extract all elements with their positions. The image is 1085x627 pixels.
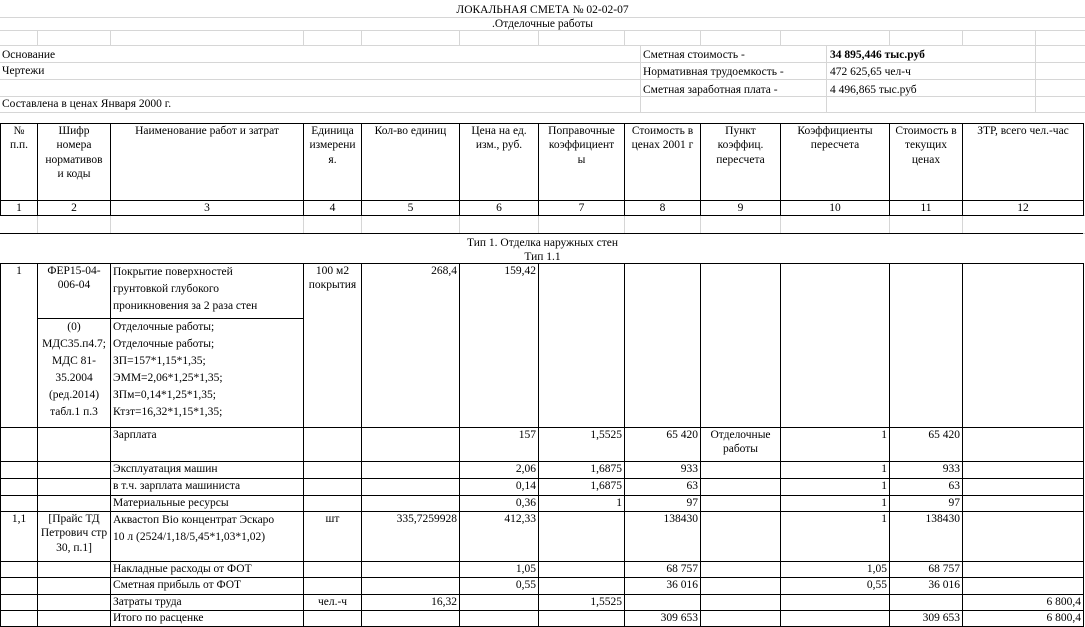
- row-name: Затраты труда: [111, 595, 304, 611]
- row-name: в т.ч. зарплата машиниста: [111, 479, 304, 496]
- header-coef: Поправочные коэффициент ы: [539, 124, 625, 201]
- header-qty: Кол-во единиц: [362, 124, 460, 201]
- header-code: Шифр номера нормативов и коды: [38, 124, 111, 201]
- item-unit: 100 м2 покрытия: [304, 264, 362, 428]
- table-row: Накладные расходы от ФОТ 1,05 68 757 1,05 68 757: [1, 562, 1084, 578]
- row-name: Итого по расценке: [111, 611, 304, 627]
- section-title: Тип 1. Отделка наружных стен: [467, 237, 618, 249]
- row-name: Сметная прибыль от ФОТ: [111, 578, 304, 595]
- table-row: Итого по расценке 309 653 309 653 6 800,4: [1, 611, 1084, 627]
- table-row: Эксплуатация машин 2,06 1,6875 933 1 933: [1, 462, 1084, 479]
- table-row: Сметная прибыль от ФОТ 0,55 36 016 0,55 36 016: [1, 578, 1084, 595]
- col-number: 6: [460, 201, 539, 216]
- header-recalc: Коэффициенты пересчета: [781, 124, 890, 201]
- osnovanie-label: Основание: [2, 49, 56, 61]
- item-num: 1,1: [1, 512, 38, 562]
- header-unit: Единица измерени я.: [304, 124, 362, 201]
- item-name: Аквастоп Bio концентрат Эскаро 10 л (2524/1,18/5,45*1,03*1,02): [111, 512, 304, 562]
- col-number: 11: [890, 201, 963, 216]
- estimate-body-table: [0, 263, 1084, 627]
- doc-subtitle: .Отделочные работы: [492, 18, 593, 30]
- item-qty: 268,4: [362, 264, 460, 428]
- header-num: № п.п.: [1, 124, 38, 201]
- table-row: в т.ч. зарплата машиниста 0,14 1,6875 63 1 63: [1, 479, 1084, 496]
- col-number: 2: [38, 201, 111, 216]
- price-base-label: Составлена в ценах Января 2000 г.: [2, 98, 172, 110]
- salary-label: Сметная заработная плата -: [643, 84, 778, 96]
- col-number: 9: [701, 201, 781, 216]
- item-price: 159,42: [460, 264, 539, 428]
- table-row: 1,1 [Прайс ТД Петрович стр 30, п.1] Аквастоп Bio концентрат Эскаро 10 л (2524/1,18/5,45*1,03*1,02) шт 335,7259928 412,33 138430 1 138430: [1, 512, 1084, 562]
- cost-value: 34 895,446 тыс.руб: [830, 49, 925, 61]
- labor-value: 472 625,65 чел-ч: [830, 66, 911, 78]
- item-coef-list: Отделочные работы; Отделочные работы; ЗП=157*1,15*1,35; ЭММ=2,06*1,25*1,35; ЗПм=0,14*1,25*1,35; Ктзт=16,32*1,15*1,35;: [111, 319, 304, 428]
- cost-label: Сметная стоимость -: [643, 49, 745, 61]
- col-number: 4: [304, 201, 362, 216]
- header-cost2001: Стоимость в ценах 2001 г: [625, 124, 701, 201]
- item-name: Покрытие поверхностей грунтовкой глубокого проникновения за 2 раза стен: [111, 264, 304, 319]
- chertezhi-label: Чертежи: [2, 65, 45, 77]
- col-number: 7: [539, 201, 625, 216]
- item-code: [Прайс ТД Петрович стр 30, п.1]: [38, 512, 111, 562]
- salary-value: 4 496,865 тыс.руб: [830, 84, 917, 96]
- col-number: 1: [1, 201, 38, 216]
- col-number: 10: [781, 201, 890, 216]
- col-number: 5: [362, 201, 460, 216]
- col-number: 3: [111, 201, 304, 216]
- table-row: Материальные ресурсы 0,36 1 97 1 97: [1, 496, 1084, 512]
- subsection-title: Тип 1.1: [524, 251, 561, 263]
- header-price: Цена на ед. изм., руб.: [460, 124, 539, 201]
- table-row: Затраты труда чел.-ч 16,32 1,5525 6 800,4: [1, 595, 1084, 611]
- header-cost-now: Стоимость в текущих ценах: [890, 124, 963, 201]
- item-ref: (0) МДС35.п4.7; МДС 81- 35.2004 (ред.2014) табл.1 п.3: [38, 319, 111, 428]
- recalc-point: Отделочные работы: [701, 428, 781, 462]
- item-code: ФЕР15-04- 006-04: [38, 264, 111, 319]
- labor-label: Нормативная трудоемкость -: [643, 66, 784, 78]
- estimate-header-table: [0, 123, 1084, 216]
- table-row: Зарплата 157 1,5525 65 420 Отделочные работы 1 65 420: [1, 428, 1084, 462]
- item-num: 1: [1, 264, 38, 428]
- header-point: Пункт коэффиц. пересчета: [701, 124, 781, 201]
- row-name: Зарплата: [111, 428, 304, 462]
- row-name: Материальные ресурсы: [111, 496, 304, 512]
- doc-title: ЛОКАЛЬНАЯ СМЕТА № 02-02-07: [456, 4, 629, 16]
- header-ztr: ЗТР, всего чел.-час: [963, 124, 1084, 201]
- col-number: 12: [963, 201, 1084, 216]
- table-row: [1, 264, 1084, 319]
- row-name: Накладные расходы от ФОТ: [111, 562, 304, 578]
- row-name: Эксплуатация машин: [111, 462, 304, 479]
- col-number: 8: [625, 201, 701, 216]
- header-name: Наименование работ и затрат: [111, 124, 304, 201]
